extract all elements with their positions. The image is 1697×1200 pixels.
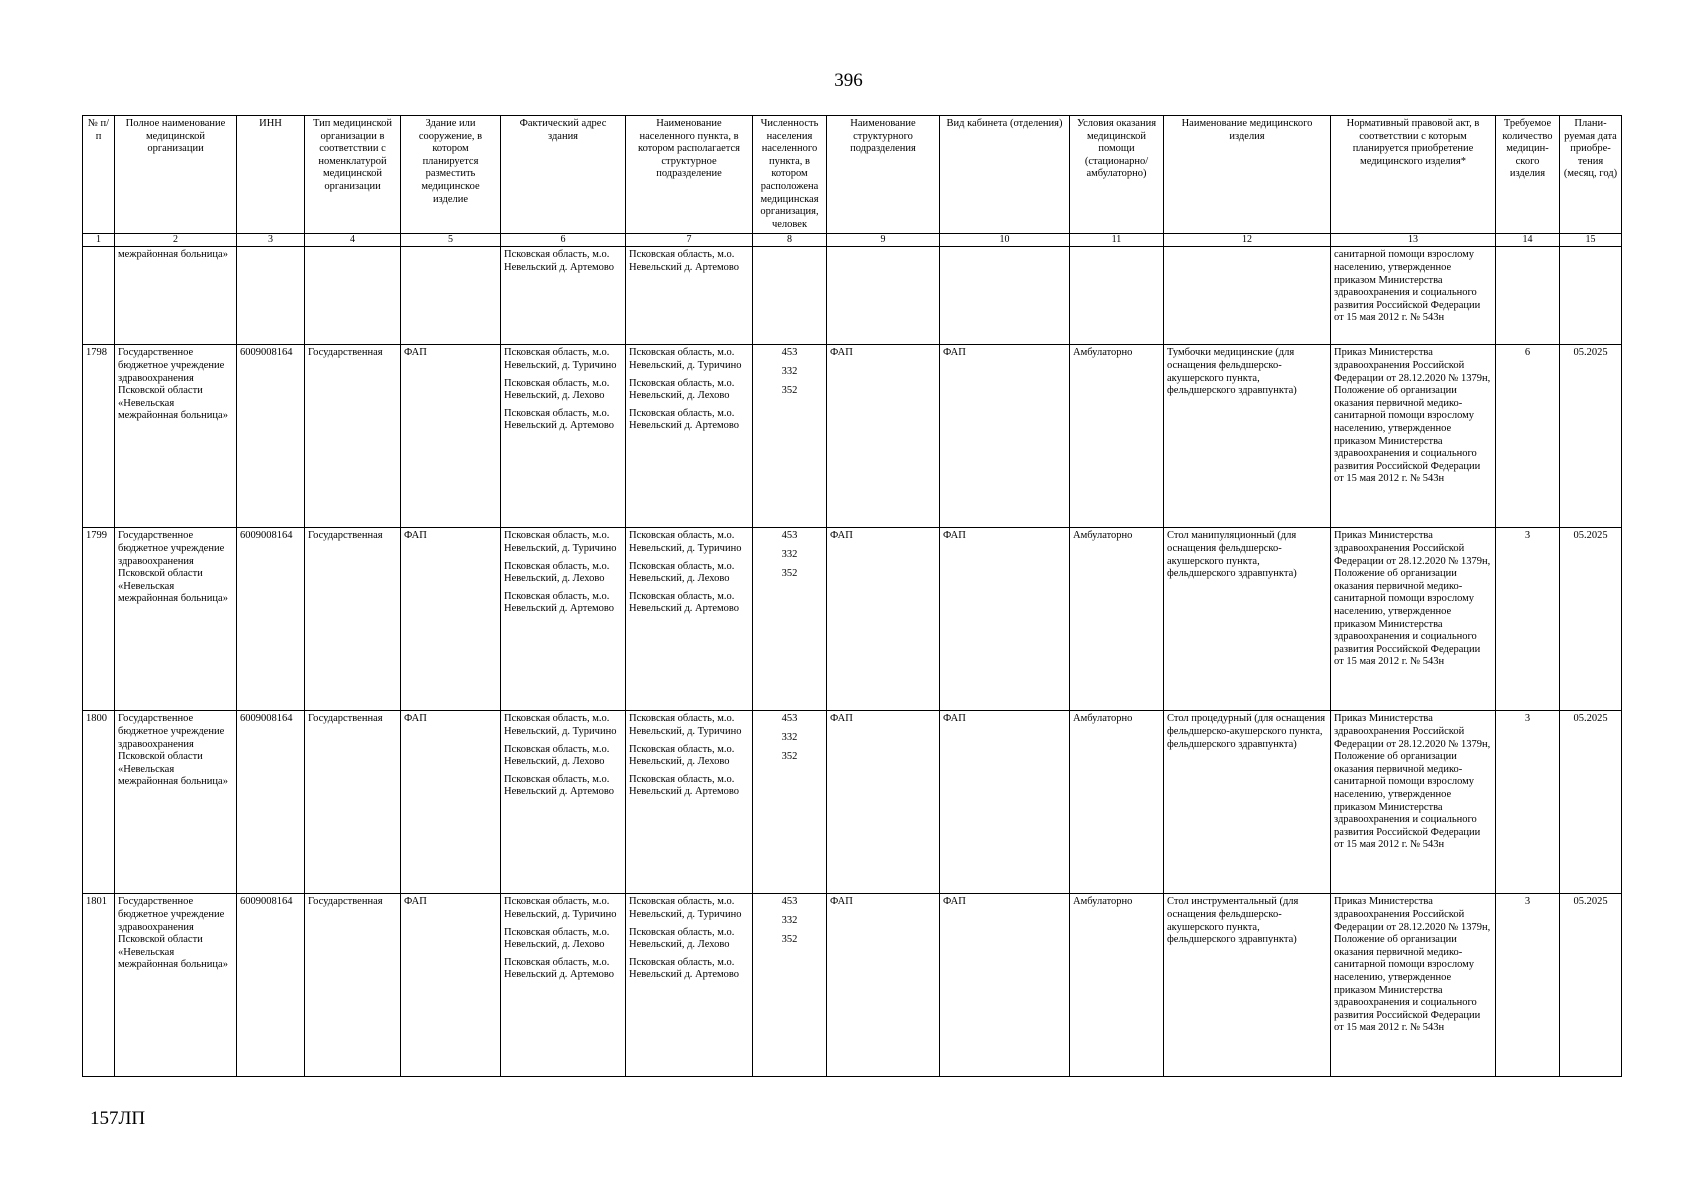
population-value: 352: [781, 384, 798, 396]
cell-org: Государственное бюджетное учреждение здравоохранения Псковской области «Невельская межрайонная больница»: [115, 711, 237, 894]
cell-settlement: [626, 528, 753, 711]
cell-conditions: Амбулаторно: [1070, 345, 1164, 528]
cell-settlement: [626, 345, 753, 528]
header-cell: Условия оказания медицинской помощи (стационарно/ амбулаторно): [1070, 116, 1164, 234]
address-line: Псковская область, м.о. Невельский д. Артемово: [504, 590, 615, 615]
column-number: 8: [753, 234, 827, 247]
cell-population: [753, 247, 827, 345]
cell-device: Стол процедурный (для оснащения фельдшерско-акушерского пункта, фельдшерского здравпункта): [1164, 711, 1331, 894]
header-cell: Здание или сооружение, в котором планируется разместить медицинское изделие: [401, 116, 501, 234]
address-line: Псковская область, м.о. Невельский д. Артемово: [504, 773, 615, 798]
cell-date: 05.2025: [1560, 711, 1622, 894]
cell-quantity: 3: [1496, 711, 1560, 894]
cell-device: [1164, 247, 1331, 345]
settlement-line: Псковская область, м.о. Невельский, д. Туричино: [629, 530, 742, 554]
cell-type: [305, 247, 401, 345]
cell-building: ФАП: [401, 528, 501, 711]
cell-unit: ФАП: [827, 345, 940, 528]
population-value: 352: [781, 750, 798, 762]
cell-address: [501, 247, 626, 345]
cell-quantity: [1496, 247, 1560, 345]
cell-org: Государственное бюджетное учреждение здравоохранения Псковской области «Невельская межрайонная больница»: [115, 528, 237, 711]
cell-conditions: Амбулаторно: [1070, 528, 1164, 711]
cell-building: ФАП: [401, 345, 501, 528]
cell-address: [501, 894, 626, 1077]
cell-population: [753, 894, 827, 1077]
cell-quantity: 6: [1496, 345, 1560, 528]
cell-num: 1800: [83, 711, 115, 894]
cell-inn: 6009008164: [237, 345, 305, 528]
cell-conditions: [1070, 247, 1164, 345]
population-value: 453: [781, 896, 798, 908]
settlement-line: Псковская область, м.о. Невельский д. Артемово: [629, 407, 740, 432]
cell-num: 1801: [83, 894, 115, 1077]
column-number: 2: [115, 234, 237, 247]
cell-unit: [827, 247, 940, 345]
header-cell: Полное наименование медицинской организации: [115, 116, 237, 234]
table-row: [83, 345, 1622, 528]
cell-type: Государственная: [305, 894, 401, 1077]
column-number: 13: [1331, 234, 1496, 247]
header-cell: Наименование структурного подразделения: [827, 116, 940, 234]
cell-cabinet: ФАП: [940, 345, 1070, 528]
address-line: Псковская область, м.о. Невельский д. Артемово: [504, 956, 615, 981]
cell-population: [753, 345, 827, 528]
population-value: 453: [781, 713, 798, 725]
cell-type: Государственная: [305, 711, 401, 894]
address-line: Псковская область, м.о. Невельский, д. Лехово: [504, 926, 610, 951]
cell-quantity: 3: [1496, 528, 1560, 711]
cell-inn: [237, 247, 305, 345]
address-line: Псковская область, м.о. Невельский д. Артемово: [504, 407, 615, 432]
address-line: Псковская область, м.о. Невельский, д. Лехово: [504, 377, 610, 402]
cell-unit: ФАП: [827, 894, 940, 1077]
address-line: Псковская область, м.о. Невельский д. Артемово: [504, 249, 615, 273]
cell-num: 1798: [83, 345, 115, 528]
cell-address: [501, 528, 626, 711]
header-cell: Наименование населенного пункта, в котором располагается структурное подразделение: [626, 116, 753, 234]
address-line: Псковская область, м.о. Невельский, д. Лехово: [504, 743, 610, 768]
header-cell: Фактический адрес здания: [501, 116, 626, 234]
cell-device: Стол манипуляционный (для оснащения фельдшерско-акушерского пункта, фельдшерского здравпункта): [1164, 528, 1331, 711]
cell-num: 1799: [83, 528, 115, 711]
population-value: 332: [781, 731, 798, 743]
column-number: 1: [83, 234, 115, 247]
cell-date: 05.2025: [1560, 894, 1622, 1077]
address-line: Псковская область, м.о. Невельский, д. Туричино: [504, 347, 617, 371]
column-number: 11: [1070, 234, 1164, 247]
population-value: 352: [781, 933, 798, 945]
header-cell: ИНН: [237, 116, 305, 234]
settlement-line: Псковская область, м.о. Невельский, д. Лехово: [629, 377, 735, 402]
column-number: 3: [237, 234, 305, 247]
page-number: 396: [834, 70, 863, 91]
address-line: Псковская область, м.о. Невельский, д. Туричино: [504, 713, 617, 737]
table-row: [83, 711, 1622, 894]
column-number-row: [83, 234, 1622, 247]
cell-type: Государственная: [305, 345, 401, 528]
population-value: 332: [781, 914, 798, 926]
column-number: 6: [501, 234, 626, 247]
settlement-line: Псковская область, м.о. Невельский д. Артемово: [629, 956, 740, 981]
header-cell: № п/п: [83, 116, 115, 234]
cell-conditions: Амбулаторно: [1070, 711, 1164, 894]
address-line: Псковская область, м.о. Невельский, д. Туричино: [504, 896, 617, 920]
address-line: Псковская область, м.о. Невельский, д. Лехово: [504, 560, 610, 585]
cell-cabinet: ФАП: [940, 894, 1070, 1077]
table-row: [83, 528, 1622, 711]
population-value: 352: [781, 567, 798, 579]
column-number: 10: [940, 234, 1070, 247]
cell-cabinet: ФАП: [940, 711, 1070, 894]
cell-date: 05.2025: [1560, 528, 1622, 711]
header-cell: Вид кабинета (отделения): [940, 116, 1070, 234]
settlement-line: Псковская область, м.о. Невельский, д. Лехово: [629, 743, 735, 768]
equipment-table: [82, 115, 1622, 1077]
table-row: [83, 894, 1622, 1077]
column-number: 7: [626, 234, 753, 247]
cell-date: 05.2025: [1560, 345, 1622, 528]
cell-unit: ФАП: [827, 528, 940, 711]
header-cell: Нормативный правовой акт, в соответствии с которым планируется приобретение медицинского изделия*: [1331, 116, 1496, 234]
cell-type: Государственная: [305, 528, 401, 711]
cell-address: [501, 345, 626, 528]
cell-inn: 6009008164: [237, 711, 305, 894]
column-number: 15: [1560, 234, 1622, 247]
header-cell: Наименование медицинского изделия: [1164, 116, 1331, 234]
cell-conditions: Амбулаторно: [1070, 894, 1164, 1077]
cell-settlement: [626, 247, 753, 345]
column-number: 12: [1164, 234, 1331, 247]
header-cell: Тип медицинской организации в соответствии с номенклатурой медицинской организации: [305, 116, 401, 234]
cell-cabinet: ФАП: [940, 528, 1070, 711]
cell-population: [753, 528, 827, 711]
cell-unit: ФАП: [827, 711, 940, 894]
cell-org: межрайонная больница»: [115, 247, 237, 345]
settlement-line: Псковская область, м.о. Невельский д. Артемово: [629, 773, 740, 798]
population-value: 453: [781, 530, 798, 542]
cell-settlement: [626, 711, 753, 894]
settlement-line: Псковская область, м.о. Невельский, д. Лехово: [629, 560, 735, 585]
cell-legal-act: санитарной помощи взрослому населению, утвержденное приказом Министерства здравоохранения и социального развития Российской Федерации от 15 мая 2012 г. № 543н: [1331, 247, 1496, 345]
continuation-row: [83, 247, 1622, 345]
cell-num: [83, 247, 115, 345]
cell-date: [1560, 247, 1622, 345]
document-code: 157ЛП: [90, 1108, 146, 1129]
cell-legal-act: Приказ Министерства здравоохранения Российской Федерации от 28.12.2020 № 1379н, Положение об организации оказания первичной медико-санитарной помощи взрослому населению, утвержденное приказом Министерства здравоохранения и социального развития Российской Федерации от 15 мая 2012 г. № 543н: [1331, 528, 1496, 711]
cell-legal-act: Приказ Министерства здравоохранения Российской Федерации от 28.12.2020 № 1379н, Положение об организации оказания первичной медико-санитарной помощи взрослому населению, утвержденное приказом Министерства здравоохранения и социального развития Российской Федерации от 15 мая 2012 г. № 543н: [1331, 345, 1496, 528]
cell-legal-act: Приказ Министерства здравоохранения Российской Федерации от 28.12.2020 № 1379н, Положение об организации оказания первичной медико-санитарной помощи взрослому населению, утвержденное приказом Министерства здравоохранения и социального развития Российской Федерации от 15 мая 2012 г. № 543н: [1331, 894, 1496, 1077]
cell-building: ФАП: [401, 894, 501, 1077]
cell-inn: 6009008164: [237, 894, 305, 1077]
cell-device: Тумбочки медицинские (для оснащения фельдшерско-акушерского пункта, фельдшерского здравпункта): [1164, 345, 1331, 528]
settlement-line: Псковская область, м.о. Невельский, д. Туричино: [629, 347, 742, 371]
cell-device: Стол инструментальный (для оснащения фельдшерско-акушерского пункта, фельдшерского здравпункта): [1164, 894, 1331, 1077]
column-number: 5: [401, 234, 501, 247]
cell-org: Государственное бюджетное учреждение здравоохранения Псковской области «Невельская межрайонная больница»: [115, 345, 237, 528]
column-number: 9: [827, 234, 940, 247]
header-row: [83, 116, 1622, 234]
cell-org: Государственное бюджетное учреждение здравоохранения Псковской области «Невельская межрайонная больница»: [115, 894, 237, 1077]
cell-cabinet: [940, 247, 1070, 345]
settlement-line: Псковская область, м.о. Невельский, д. Туричино: [629, 713, 742, 737]
population-value: 332: [781, 548, 798, 560]
cell-legal-act: Приказ Министерства здравоохранения Российской Федерации от 28.12.2020 № 1379н, Положение об организации оказания первичной медико-санитарной помощи взрослому населению, утвержденное приказом Министерства здравоохранения и социального развития Российской Федерации от 15 мая 2012 г. № 543н: [1331, 711, 1496, 894]
cell-building: ФАП: [401, 711, 501, 894]
population-value: 453: [781, 347, 798, 359]
population-value: 332: [781, 365, 798, 377]
column-number: 14: [1496, 234, 1560, 247]
cell-population: [753, 711, 827, 894]
header-cell: Численность населения населенного пункта, в котором расположена медицинская организация, человек: [753, 116, 827, 234]
settlement-line: Псковская область, м.о. Невельский, д. Туричино: [629, 896, 742, 920]
address-line: Псковская область, м.о. Невельский, д. Туричино: [504, 530, 617, 554]
header-cell: Требуемое количество медицин-ского изделия: [1496, 116, 1560, 234]
cell-settlement: [626, 894, 753, 1077]
settlement-line: Псковская область, м.о. Невельский д. Артемово: [629, 590, 740, 615]
settlement-line: Псковская область, м.о. Невельский, д. Лехово: [629, 926, 735, 951]
settlement-line: Псковская область, м.о. Невельский д. Артемово: [629, 249, 740, 273]
column-number: 4: [305, 234, 401, 247]
cell-inn: 6009008164: [237, 528, 305, 711]
cell-building: [401, 247, 501, 345]
cell-quantity: 3: [1496, 894, 1560, 1077]
header-cell: Плани-руемая дата приобре-тения (месяц, год): [1560, 116, 1622, 234]
cell-address: [501, 711, 626, 894]
